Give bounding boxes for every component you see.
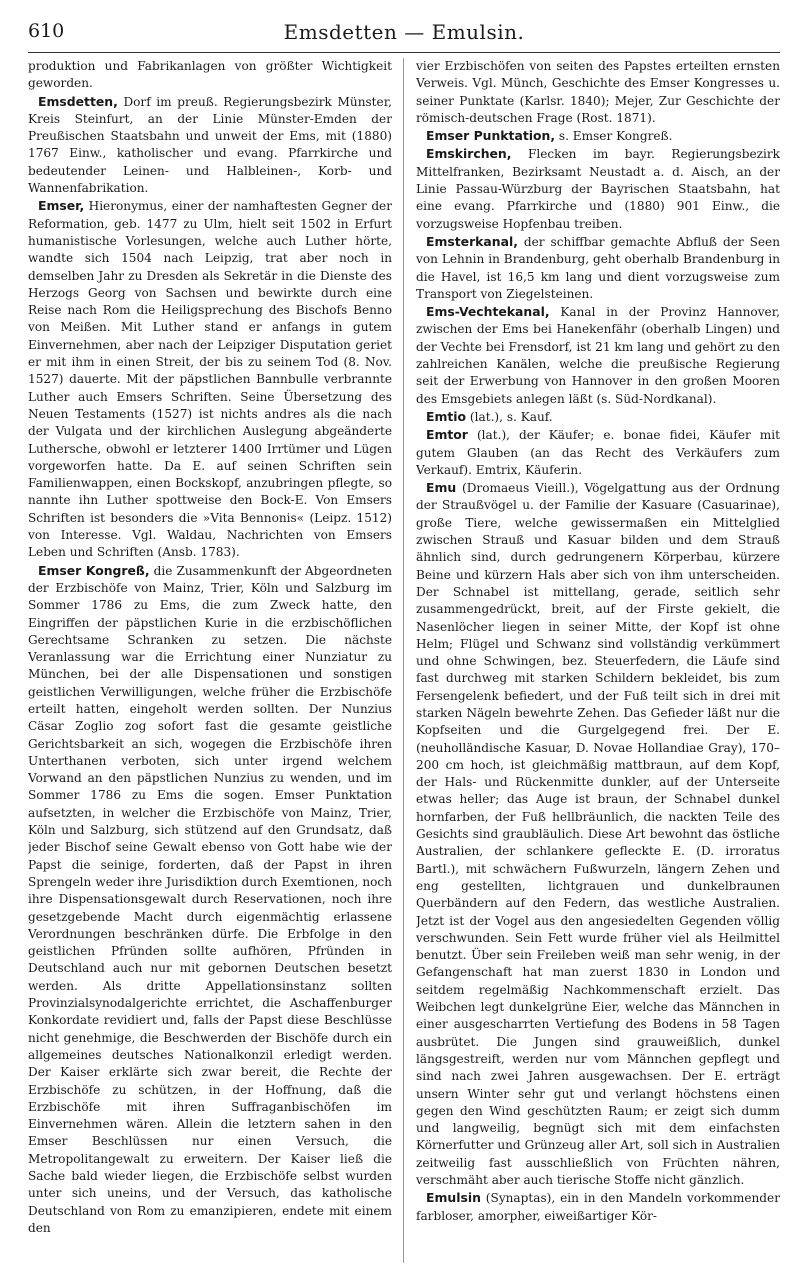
entry-headword: Emser, <box>38 198 85 214</box>
dictionary-entry <box>416 426 780 479</box>
dictionary-entry <box>416 303 780 408</box>
entry-headword: Emulsin <box>426 1190 481 1206</box>
entry-text: (lat.), s. Kauf. <box>466 409 553 424</box>
entry-text: die Zusammenkunft der Abgeordneten der Erzbischöfe von Mainz, Trier, Köln und Salzburg im Sommer 1786 zu Ems, die zum Zweck hatte, den Eingriffen der päpstlichen Kurie in die erzbischöflichen Gerechtsame Schranken zu setzen. Die nächste Veranlassung war die Errichtung einer Nunziatur zu München, bei der alle Dispensationen und sonstigen geistlichen Verwilligungen, welche früher die Erzbischöfe erteilt hatten, eingeholt werden sollten. Der Nunzius Cäsar Zoglio zog sofort fast die gesamte geistliche Gerichtsbarkeit an sich, wogegen die Erzbischöfe ihren Unterthanen verboten, sich unter irgend welchem Vorwand an den päpstlichen Nunzius zu wenden, und im Sommer 1786 zu Ems die sogen. Emser Punktation aufsetzten, in welcher die Erzbischöfe von Mainz, Trier, Köln und Salzburg, sich stützend auf den Grundsatz, daß jeder Bischof seine Gewalt ebenso von Gott habe wie der Papst die seinige, forderten, daß der Papst in ihren Sprengeln weder ihre Jurisdiktion durch Exemtionen, noch ihre Dispensationsgewalt durch Reservationen, noch ihre gesetzgebende Macht durch eigenmächtig erlassene Verordnungen beschränken dürfe. Die Erbfolge in den geistlichen Pfründen sollte aufhören, Pfründen in Deutschland auch nur mit gebornen Deutschen besetzt werden. Als dritte Appellationsinstanz sollten Provinzialsynodalgerichte errichtet, die Aschaffenburger Konkordate revidiert und, falls der Papst diese Beschlüsse nicht genehmige, die Beschwerden der Bischöfe durch ein allgemeines deutsches Nationalkonzil erledigt werden. Der Kaiser erklärte sich zwar bereit, die Rechte der Erzbischöfe zu schützen, in der Hoffnung, daß die Erzbischöfe mit ihren Suffraganbischöfen im Einvernehmen wären. Allein die letztern sahen in den Emser Beschlüssen nur einen Versuch, die Metropolitangewalt zu erweitern. Der Kaiser ließ die Sache bald wieder liegen, die Erzbischöfe selbst wurden unter sich uneins, und der Versuch, das katholische Deutschland von Rom zu emanzipieren, endete mit einem den <box>28 563 392 1235</box>
dictionary-entry <box>28 562 392 1238</box>
entry-headword: Emtor <box>426 427 468 443</box>
entry-headword: Emsterkanal, <box>426 233 518 249</box>
column-divider <box>403 58 404 1263</box>
entry-headword: Emu <box>426 480 457 496</box>
entry-text: Dorf im preuß. Regierungsbezirk Münster, Kreis Steinfurt, an der Linie Münster-Emden der Preußischen Staatsbahn und unweit der Ems, mit (1880) 1767 Einw., katholischer und evang. Pfarrkirche und bedeutender Leinen- und Halbleinen-, Korb- und Wannenfabrikation. <box>28 94 392 196</box>
dictionary-entry <box>416 1189 780 1225</box>
entry-headword: Emsdetten, <box>38 93 118 109</box>
dictionary-entry <box>416 408 780 426</box>
dictionary-entry <box>416 233 780 303</box>
entry-headword: Emser Kongreß, <box>38 562 150 578</box>
dictionary-entry <box>416 479 780 1189</box>
page-header <box>28 18 780 53</box>
running-title: Emsdetten — Emulsin. <box>283 20 525 44</box>
entry-headword: Emser Punktation, <box>426 128 556 144</box>
entry-text: produktion und Fabrikanlagen von größter Wichtigkeit geworden. <box>28 59 392 91</box>
dictionary-entry <box>28 93 392 198</box>
dictionary-entry <box>416 145 780 232</box>
entry-text: der schiffbar gemachte Abfluß der Seen von Lehnin in Brandenburg, geht oberhalb Brandenburg in die Havel, ist 16,5 km lang und dient vorzugsweise zum Transport von Ziegelsteinen. <box>416 234 780 301</box>
entry-text: (Synaptas), ein in den Mandeln vorkommender farbloser, amorpher, eiweißartiger Kör- <box>416 1191 780 1223</box>
entry-text: Flecken im bayr. Regierungsbezirk Mittelfranken, Bezirksamt Neustadt a. d. Aisch, an der Linie Passau-Würzburg der Bayrischen Staatsbahn, hat eine evang. Pfarrkirche und (1880) 901 Einw., die vorzugsweise Hopfenbau treiben. <box>416 147 780 231</box>
dictionary-page <box>28 18 780 1268</box>
entry-text: s. Emser Kongreß. <box>555 129 673 144</box>
entry-continuation <box>416 58 780 127</box>
entry-headword: Emtio <box>426 408 467 424</box>
entry-text: (Dromaeus Vieill.), Vögelgattung aus der Ordnung der Straußvögel u. der Familie der Kasuare (Casuarinae), große Tiere, welche gewissermaßen ein Mittelglied zwischen Strauß und Kasuar bilden und dem Strauß ähnlich sind, durch gedrungenern Körperbau, kürzere Beine und kürzern Hals aber sich von ihm unterscheiden. Der Schnabel ist mittellang, gerade, seitlich sehr zusammengedrückt, breit, auf der Firste gekielt, die Nasenlöcher liegen in seiner Mitte, der Kopf ist ohne Helm; Flügel und Schwanz sind vollständig verkümmert und ohne Schwingen, bez. Steuerfedern, die Läufe sind fast durchweg mit starken Schildern bekleidet, bis zum Fersengelenk befiedert, und der Fuß teilt sich in drei mit starken Nägeln bewehrte Zehen. Das Gefieder läßt nur die Kopfseiten und die Gurgelgegend frei. Der E. (neuholländische Kasuar, D. Novae Hollandiae Gray), 170–200 cm hoch, ist gleichmäßig mattbraun, auf dem Kopf, der Hals- und Rückenmitte dunkler, auf der Unterseite etwas heller; das Auge ist braun, der Schnabel dunkel hornfarben, der Fuß hellbräunlich, die nackten Teile des Gesichts sind graubläulich. Diese Art bewohnt das östliche Australien, der schlankere gefleckte E. (D. irroratus Bartl.), mit schwächern Fußwurzeln, längern Zehen und eng gestellten, lichtgrauen und dunkelbraunen Querbändern auf den Federn, das westliche Australien. Jetzt ist der Vogel aus den angesiedelten Gegenden völlig verschwunden. Sein Fett wurde früher viel als Heilmittel benutzt. Über sein Freileben weiß man sehr wenig, in der Gefangenschaft hat man zuerst 1830 in London und seitdem regelmäßig Nachkommenschaft erzielt. Das Weibchen legt dunkelgrüne Eier, welche das Männchen in einer ausgescharrten Vertiefung des Bodens in 58 Tagen ausbrütet. Die Jungen sind grauweißlich, dunkel längsgestreift, werden nur vom Männchen gepflegt und sind nach zwei Jahren ausgewachsen. Der E. erträgt unsern Winter sehr gut und verlangt höchstens einen gegen den Wind geschützten Raum; er zeigt sich dumm und langweilig, begnügt sich mit dem einfachsten Körnerfutter und Grünzeug aller Art, soll sich in Australien zeitweilig fast ausschließlich von Früchten nähren, verschmäht aber auch tierische Stoffe nicht gänzlich. <box>416 481 780 1187</box>
entry-text: Kanal in der Provinz Hannover, zwischen der Ems bei Hanekenfähr (oberhalb Lingen) und der Vechte bei Frensdorf, ist 21 km lang und gehört zu den zahlreichen Kanälen, welche die preußische Regierung seit der Erwerbung von Hannover in den großen Mooren des Emsgebiets anlegen läßt (s. Süd-Nordkanal). <box>416 305 780 406</box>
dictionary-entry <box>28 197 392 561</box>
text-columns <box>28 58 780 1263</box>
entry-text: Hieronymus, einer der namhaftesten Gegner der Reformation, geb. 1477 zu Ulm, hielt seit 1502 in Erfurt humanistische Vorlesungen, welche auch Luther hörte, wandte sich 1504 nach Leipzig, trat aber noch in demselben Jahr zu Dresden als Sekretär in die Dienste des Herzogs Georg von Sachsen und bewirkte durch eine Reise nach Rom die Heiligsprechung des Bischofs Benno von Meißen. Mit Luther stand er anfangs in gutem Einvernehmen, aber nach der Leipziger Disputation geriet er mit ihm in einen Streit, der bis zu seinem Tod (8. Nov. 1527) dauerte. Mit der päpstlichen Bannbulle verbrannte Luther auch Emsers Schriften. Seine Übersetzung des Neuen Testaments (1527) ist nichts andres als die nach der Vulgata und der kirchlichen Auslegung abgeänderte Luthersche, obwohl er letzterer 1400 Irrtümer und Lügen vorgeworfen hatte. Da E. auf seinen Schriften sein Familienwappen, einen Bockskopf, anzubringen pflegte, so nannte ihn Luther spottweise den Bock-E. Von Emsers Schriften ist besonders die »Vita Bennonis« (Leipz. 1512) von Interesse. Vgl. Waldau, Nachrichten von Emsers Leben und Schriften (Ansb. 1783). <box>28 199 392 560</box>
left-column <box>28 58 392 1263</box>
page-number: 610 <box>28 20 65 42</box>
entry-text: (lat.), der Käufer; e. bonae fidei, Käufer mit gutem Glauben (an das Recht des Verkäufers zum Verkauf). Emtrix, Käuferin. <box>416 428 780 477</box>
right-column <box>416 58 780 1263</box>
entry-headword: Ems-Vechtekanal, <box>426 304 550 320</box>
dictionary-entry <box>416 127 780 145</box>
entry-continuation <box>28 58 392 93</box>
entry-text: vier Erzbischöfen von seiten des Papstes erteilten ernsten Verweis. Vgl. Münch, Geschichte des Emser Kongresses u. seiner Punktate (Karlsr. 1840); Mejer, Zur Geschichte der römisch-deutschen Frage (Rost. 1871). <box>416 59 780 125</box>
entry-headword: Emskirchen, <box>426 146 512 162</box>
